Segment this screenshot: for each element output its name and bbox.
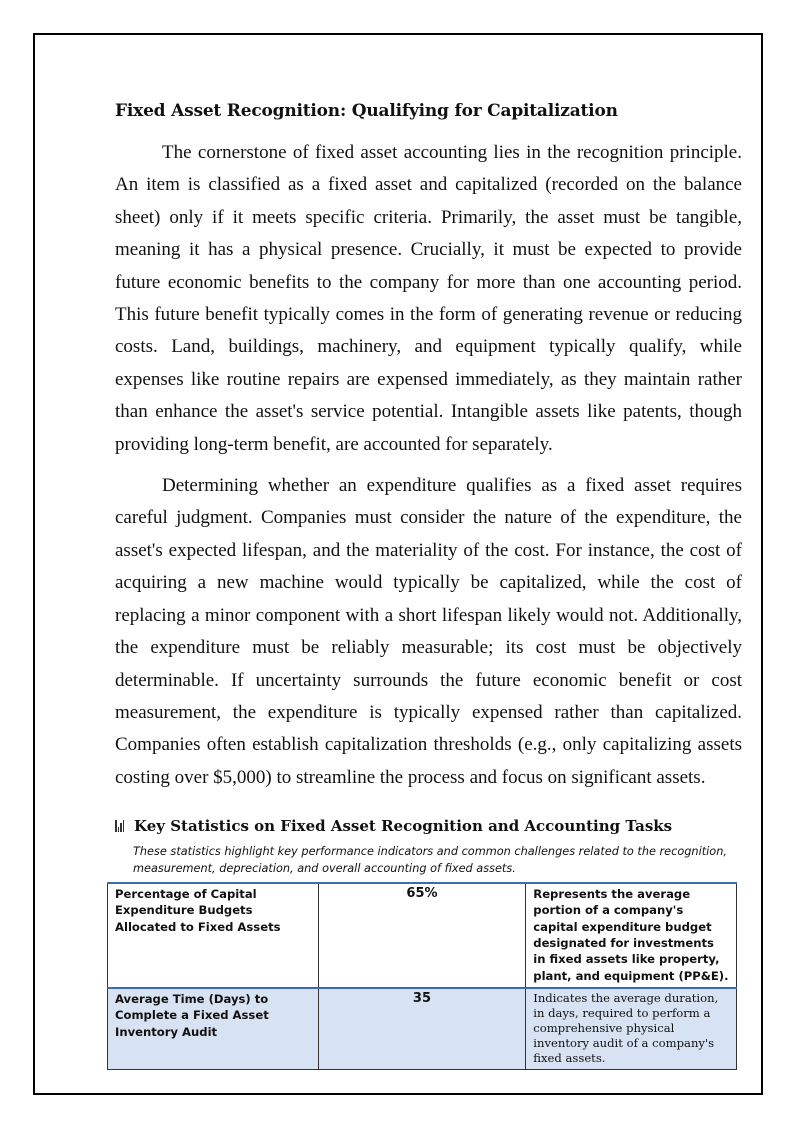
stat-value: 35 [318,988,526,1070]
section-heading: Fixed Asset Recognition: Qualifying for Capitalization [115,101,618,121]
stat-label: Percentage of Capital Expenditure Budgets Allocated to Fixed Assets [108,883,319,988]
stats-title [115,816,742,836]
stat-label: Average Time (Days) to Complete a Fixed Asset Inventory Audit [108,988,319,1070]
stat-value: 65% [318,883,526,988]
bar-chart-icon [115,820,128,832]
paragraph-expenditure-judgment: Determining whether an expenditure qualifies as a fixed asset requires careful judgment. Companies must consider the nature of the expenditure, the asset's expected lifespan, and the materiality of the cost. For instance, the cost of acquiring a new machine would typically be capitalized, while the cost of replacing a minor component with a short lifespan likely would not. Additionally, the expenditure must be reliably measurable; its cost must be objectively determinable. If uncertainty surrounds the future economic benefit or cost measurement, the expenditure is typically expensed rather than capitalized. Companies often establish capitalization thresholds (e.g., only capitalizing assets costing over $5,000) to streamline the process and focus on significant assets. [115,475,742,788]
stat-description: Indicates the average duration, in days, required to perform a comprehensive physical inventory audit of a company's fixed assets. [526,988,737,1070]
table-row [108,988,737,1070]
paragraph-recognition-principle: The cornerstone of fixed asset accounting lies in the recognition principle. An item is classified as a fixed asset and capitalized (recorded on the balance sheet) only if it meets specific criteria. Primarily, the asset must be tangible, meaning it has a physical presence. Crucially, it must be expected to provide future economic benefits to the company for more than one accounting period. This future benefit typically comes in the form of generating revenue or reducing costs. Land, buildings, machinery, and equipment typically qualify, while expenses like routine repairs are expensed immediately, as they maintain rather than enhance the asset's service potential. Intangible assets like patents, though providing long-term benefit, are accounted for separately. [115,142,742,455]
stat-description: Represents the average portion of a company's capital expenditure budget designated for investments in fixed assets like property, plant, and equipment (PP&E). [526,883,737,988]
stats-note: These statistics highlight key performance indicators and common challenges related to the recognition, measurement, depreciation, and overall accounting of fixed assets. [133,845,727,876]
stats-table [107,882,737,1070]
table-row [108,883,737,988]
document-content [115,98,742,1070]
stats-title-text: Key Statistics on Fixed Asset Recognition and Accounting Tasks [134,817,673,836]
